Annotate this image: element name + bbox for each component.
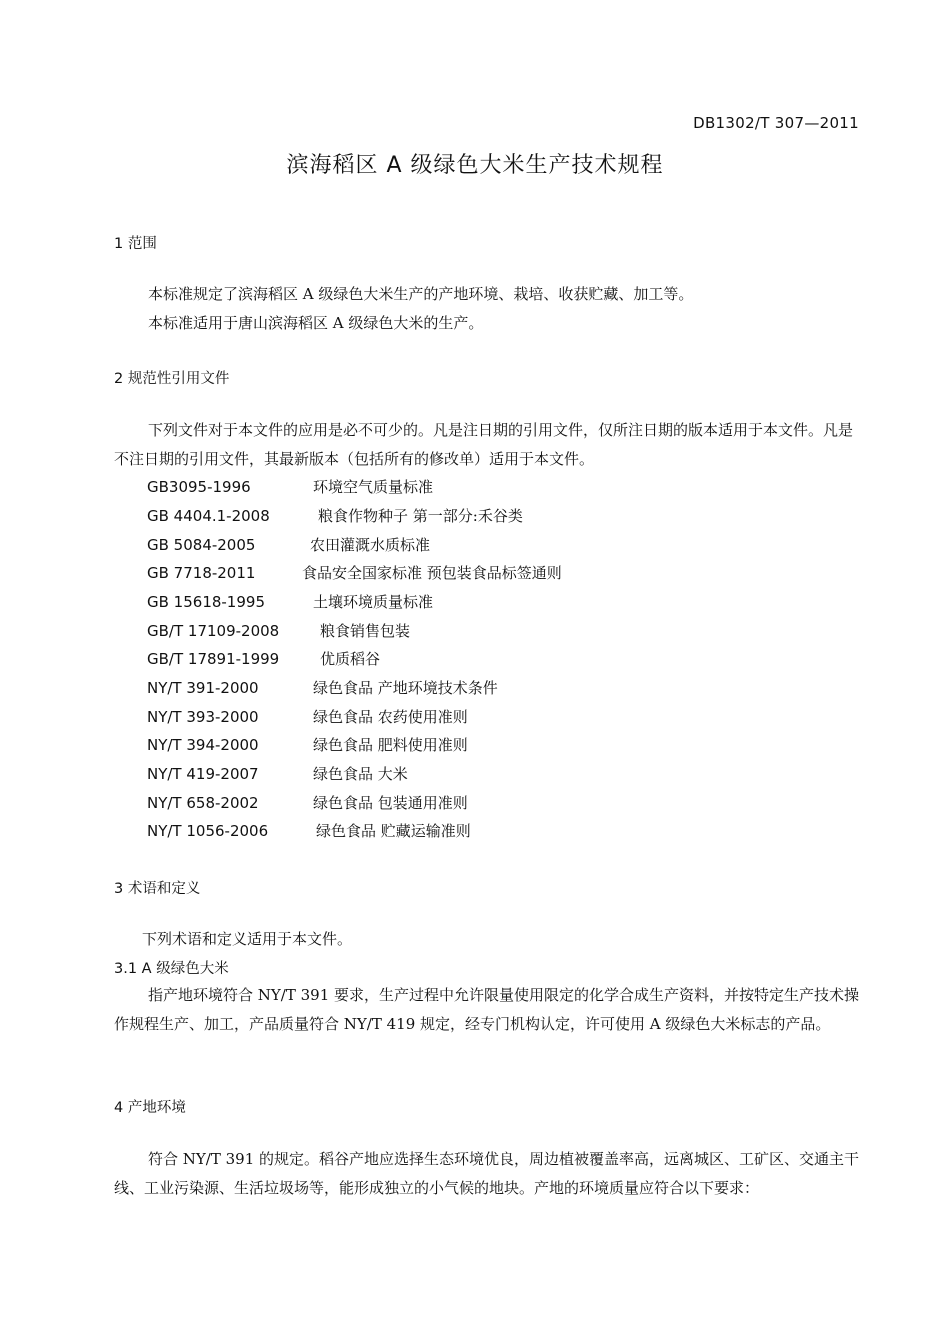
reference-item xyxy=(147,820,471,848)
document-title: 滨海稻区 A 级绿色大米生产技术规程 xyxy=(286,153,664,178)
reference-name: 食品安全国家标准 预包装食品标签通则 xyxy=(302,564,562,582)
reference-code: GB 7718-2011 xyxy=(147,564,256,582)
reference-code: NY/T 394-2000 xyxy=(147,736,259,754)
reference-code: NY/T 658-2002 xyxy=(147,794,259,812)
reference-code: GB/T 17891-1999 xyxy=(147,650,280,668)
reference-code: GB3095-1996 xyxy=(147,478,251,496)
reference-item xyxy=(147,677,498,705)
reference-code: NY/T 1056-2006 xyxy=(147,822,269,840)
section-2-heading: 2 规范性引用文件 xyxy=(114,371,230,387)
reference-name: 优质稻谷 xyxy=(320,650,381,668)
section-1-paragraph-1: 本标准规定了滨海稻区 A 级绿色大米生产的产地环境、栽培、收获贮藏、加工等。 xyxy=(148,285,694,303)
reference-code: GB/T 17109-2008 xyxy=(147,622,280,640)
reference-name: 绿色食品 贮藏运输准则 xyxy=(316,822,471,840)
reference-name: 土壤环境质量标准 xyxy=(313,593,434,611)
definition-3-1-heading: 3.1 A 级绿色大米 xyxy=(114,961,229,977)
reference-name: 绿色食品 肥料使用准则 xyxy=(313,736,468,754)
reference-code: GB 4404.1-2008 xyxy=(147,507,270,525)
reference-item xyxy=(147,476,433,504)
reference-name: 粮食作物种子 第一部分:禾谷类 xyxy=(318,507,523,525)
section-2-intro: 下列文件对于本文件的应用是必不可少的。凡是注日期的引用文件，仅所注日期的版本适用于本文件。凡是不注日期的引用文件，其最新版本（包括所有的修改单）适用于本文件。 xyxy=(114,421,854,468)
reference-name: 绿色食品 产地环境技术条件 xyxy=(313,679,498,697)
reference-item xyxy=(147,734,468,762)
reference-code: GB 5084-2005 xyxy=(147,536,256,554)
section-3-heading: 3 术语和定义 xyxy=(114,881,201,897)
reference-name: 农田灌溉水质标准 xyxy=(310,536,431,554)
reference-name: 粮食销售包装 xyxy=(320,622,411,640)
section-4-paragraph-1: 符合 NY/T 391 的规定。稻谷产地应选择生态环境优良，周边植被覆盖率高，远离城区、工矿区、交通主干线、工业污染源、生活垃圾场等，能形成独立的小气候的地块。产地的环境质量应符合以下要求： xyxy=(114,1150,860,1197)
reference-name: 绿色食品 大米 xyxy=(313,765,408,783)
reference-code: NY/T 393-2000 xyxy=(147,708,259,726)
section-4-heading: 4 产地环境 xyxy=(114,1100,186,1116)
reference-code: NY/T 391-2000 xyxy=(147,679,259,697)
reference-item xyxy=(147,562,562,590)
reference-code: GB 15618-1995 xyxy=(147,593,265,611)
section-1-paragraph-2: 本标准适用于唐山滨海稻区 A 级绿色大米的生产。 xyxy=(148,314,484,332)
reference-item xyxy=(147,706,468,734)
definition-3-1-text: 指产地环境符合 NY/T 391 要求，生产过程中允许限量使用限定的化学合成生产资料，并按特定生产技术操作规程生产、加工，产品质量符合 NY/T 419 规定，经专门机构认定，许可使用 A 级绿色大米标志的产品。 xyxy=(114,986,860,1033)
section-3-intro: 下列术语和定义适用于本文件。 xyxy=(142,930,353,948)
reference-code: NY/T 419-2007 xyxy=(147,765,259,783)
reference-item xyxy=(147,591,433,619)
standard-code: DB1302/T 307—2011 xyxy=(693,114,859,132)
reference-name: 绿色食品 包装通用准则 xyxy=(313,794,468,812)
reference-item xyxy=(147,648,380,676)
reference-item xyxy=(147,763,408,791)
reference-name: 绿色食品 农药使用准则 xyxy=(313,708,468,726)
reference-name: 环境空气质量标准 xyxy=(313,478,434,496)
reference-item xyxy=(147,792,468,820)
reference-item xyxy=(147,620,410,648)
reference-item xyxy=(147,505,523,533)
reference-item xyxy=(147,534,430,562)
section-1-heading: 1 范围 xyxy=(114,236,157,252)
